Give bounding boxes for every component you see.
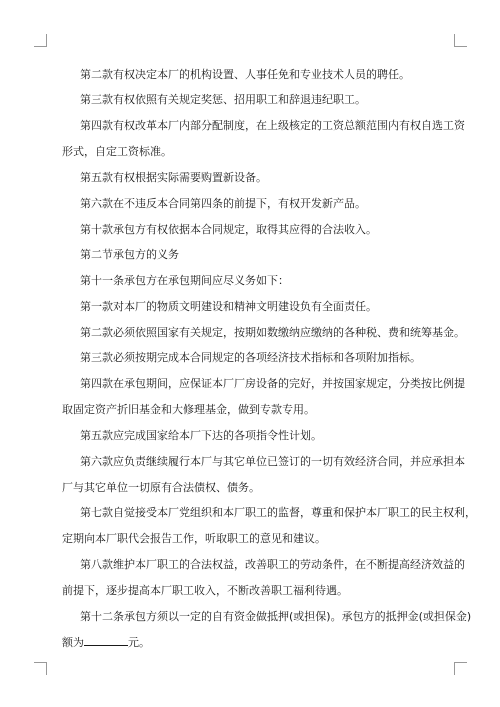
paragraph-line: 第十款承包方有权依据本合同规定，取得其应得的合法收入。 bbox=[80, 223, 377, 236]
paragraph-line: 第四款有权改革本厂内部分配制度，在上级核定的工资总额范围内有权自选工资 bbox=[80, 119, 465, 132]
crop-mark-bottom-left bbox=[34, 662, 47, 675]
paragraph-line: 第八款维护本厂职工的合法权益，改善职工的劳动条件，在不断提高经济效益的 bbox=[80, 558, 465, 571]
paragraph-line: 形式，自定工资标准。 bbox=[62, 145, 172, 158]
paragraph-line: 第十一条承包方在承包期间应尽义务如下： bbox=[80, 274, 289, 287]
paragraph-line: 第五款应完成国家给本厂下达的各项指令性计划。 bbox=[80, 429, 322, 442]
paragraph-line: 第七款自觉接受本厂党组织和本厂职工的监督，尊重和保护本厂职工的民主权利， bbox=[80, 506, 476, 519]
crop-mark-bottom-right bbox=[454, 662, 467, 675]
paragraph-line: 第六款在不违反本合同第四条的前提下，有权开发新产品。 bbox=[80, 197, 366, 210]
paragraph-line: 取固定资产折旧基金和大修理基金，做到专款专用。 bbox=[62, 403, 315, 416]
paragraph-line: 第十二条承包方须以一定的自有资金做抵押(或担保)。承包方的抵押金(或担保金) bbox=[80, 610, 472, 623]
amount-line bbox=[62, 635, 150, 650]
paragraph-line: 前提下，逐步提高本厂职工收入，不断改善职工福利待遇。 bbox=[62, 584, 348, 597]
paragraph-line: 第二款有权决定本厂的机构设置、人事任免和专业技术人员的聘任。 bbox=[80, 68, 410, 81]
paragraph-line: 第三款必须按期完成本合同规定的各项经济技术指标和各项附加指标。 bbox=[80, 351, 421, 364]
paragraph-line: 第三款有权依照有关规定奖惩、招用职工和辞退违纪职工。 bbox=[80, 93, 366, 106]
amount-blank-field[interactable] bbox=[84, 635, 128, 646]
section-heading: 第二节承包方的义务 bbox=[80, 248, 179, 261]
paragraph-line: 第四款在承包期间，应保证本厂厂房设备的完好，并按国家规定，分类按比例提 bbox=[80, 377, 465, 390]
paragraph-line: 厂与其它单位一切原有合法债权、债务。 bbox=[62, 481, 260, 494]
paragraph-line: 第二款必须依照国家有关规定，按期如数缴纳应缴纳的各种税、费和统筹基金。 bbox=[80, 326, 465, 339]
amount-prefix: 额为 bbox=[62, 636, 84, 649]
paragraph-line: 定期向本厂职代会报告工作，听取职工的意见和建议。 bbox=[62, 532, 326, 545]
paragraph-line: 第五款有权根据实际需要购置新设备。 bbox=[80, 171, 267, 184]
paragraph-line: 第一款对本厂的物质文明建设和精神文明建设负有全面责任。 bbox=[80, 300, 377, 313]
amount-suffix: 元。 bbox=[128, 636, 150, 649]
crop-mark-top-right bbox=[454, 34, 467, 47]
paragraph-line: 第六款应负责继续履行本厂与其它单位已签订的一切有效经济合同，并应承担本 bbox=[80, 455, 465, 468]
crop-mark-top-left bbox=[34, 34, 47, 47]
